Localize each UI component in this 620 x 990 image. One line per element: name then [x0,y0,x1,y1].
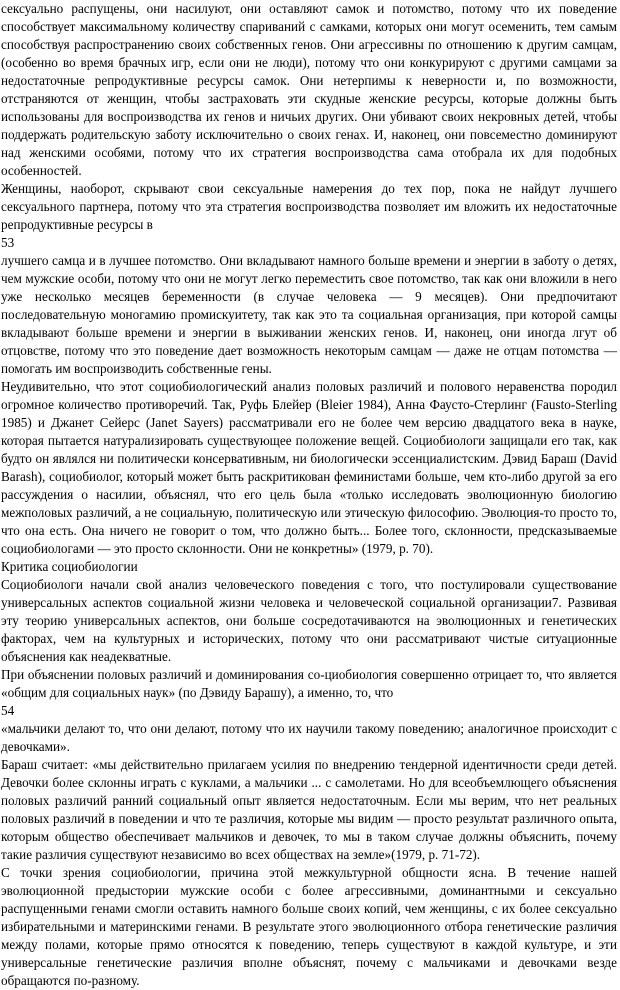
page-number-54: 54 [1,703,15,718]
paragraph-barash-quote: Бараш считает: «мы действительно прилагаем усилия по внедрению тендерной идентичности среди детей. Девочки более склонны играть с куклами, а мальчики ... с самолетами. Но для всеобъемлющего объяснения половых различий ранний социальный опыт является недостаточным. Если мы верим, что нет реальных половых различий в поведении и что те различия, которые мы видим — просто результат различного опыта, которым общество обеспечивает мальчиков и девочек, то мы в таком случае должны объяснить, почему такие различия существуют независимо во всех обществах на земле»(1979, p. 71-72). [1,757,617,862]
paragraph-female-investment: лучшего самца и в лучшее потомство. Они вкладывают намного больше времени и энергии в заботу о детях, чем мужские особи, потому что они не могут легко переместить свое потомство, так как они вложили в него уже несколько месяцев беременности (в случае человека — 9 месяцев). Они предпочитают последовательную моногамию промискуитету, так как это та социальная организация, при которой самцы вкладывают больше времени и энергии в выживании женских генов. И, наконец, они иногда лгут об отцовстве, потому что это поведение дает возможность некоторым самцам — даже не отцам потомства — помогать им воспроизводить собственные гены. [1,253,617,376]
paragraph-sex-differences: При объяснении половых различий и доминирования со-циобиология совершенно отрицает то, что является «общим для социальных наук» (по Дэвиду Барашу), а именно, то, что [1,667,617,700]
paragraph-sociobiology-view: С точки зрения социобиологии, причина этой межкультурной общности ясна. В течение нашей эволюционной предыстории мужские особи с более агрессивными, доминантными и сексуально распущенными генами смогли оставить намного больше своих копий, чем женщины, с их более сексуально избирательными и материнскими генами. В результате этого эволюционного отбора генетические различия между полами, которые прямо относятся к поведению, теперь существуют в каждой культуре, и эти универсальные генетические различия вполне объяснят, почему с мальчиками и девочками везде обращаются по-разному. [1,865,617,988]
section-heading: Критика социобиологии [1,559,138,574]
paragraph-controversy: Неудивительно, что этот социобиологический анализ половых различий и полового неравенства породил огромное количество противоречий. Так, Руфь Блейер (Bleier 1984), Анна Фаусто-Стерлинг (Fausto-Sterling 1985) и Джанет Сейерс (Janet Sayers) рассматривали его не более чем версию двадцатого века в науке, которая пытается натурализировать существующее положение вещей. Социобиологи защищали его так, как будто он являлся ни политически консервативным, ни биологически эссенциалистским. Дэвид Бараш (David Barash), социобиолог, который может быть раскритикован феминистами больше, чем кто-либо другой за его рассуждения о насилии, объяснял, что его цель была «только исследовать эволюционную биологию межполовых различий, а не социальную, политическую или этическую философию. Эволюция-то просто то, что она есть. Она ничего не говорит о том, что должно быть... Более того, склонности, предсказываемые социобиологами — это просто склонности. Они не конкретны» (1979, p. 70). [1,379,617,556]
paragraph-female-strategy: Женщины, наоборот, скрывают свои сексуальные намерения до тех пор, пока не найдут лучшего сексуального партнера, потому что эта стратегия воспроизводства позволяет им вложить их недостаточные репродуктивные ресурсы в [1,181,617,232]
paragraph-boys-quote: «мальчики делают то, что они делают, потому что их научили такому поведению; аналогичное происходит с девочками». [1,721,617,754]
paragraph-male-strategy: сексуально распущены, они насилуют, они оставляют самок и потомство, потому что их поведение способствует максимальному количеству спариваний с самками, которых они могут осеменить, тем самым способствуя распространению своих собственных генов. Они агрессивны по отношению к другим самцам, (особенно во время брачных игр, если они не люди), потому что они конкурируют с другими самцами за недостаточные репродуктивные ресурсы самок. Они нетерпимы к неверности и, по возможности, отстраняются от женщин, чтобы застраховать эти скудные женские ресурсы, которые должны быть использованы для воспроизводства их генов и ничьих других. Они убивают своих некровных детей, чтобы поддержать родительскую заботу исключительно о своих генах. И, наконец, они повсеместно доминируют над женскими особями, потому что их стратегия воспроизводства сама отобрала их для подобных особенностей. [1,1,617,178]
page-number-53: 53 [1,235,15,250]
paragraph-universals: Социобиологи начали свой анализ человеческого поведения с того, что постулировали существование универсальных аспектов социальной жизни человека и человеческой социальной организации7. Развивая эту теорию универсальных аспектов, они больше сосредотачиваются на эволюционных и генетических факторах, чем на культурных и исторических, потому что они рассматривают чистые ситуационные объяснения как неадекватные. [1,577,617,664]
